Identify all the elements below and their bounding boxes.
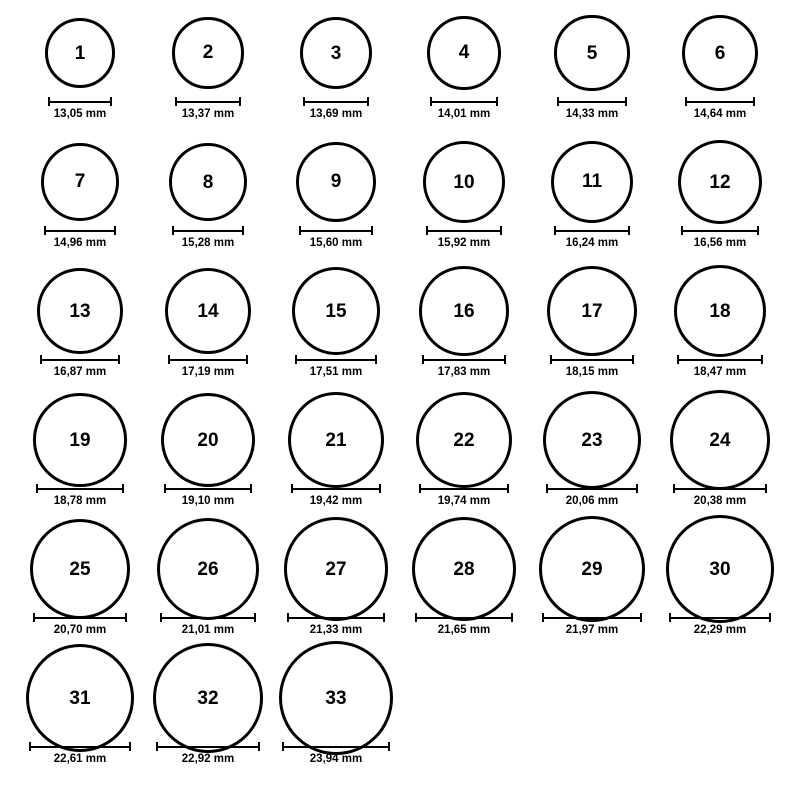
ring-circle-wrapper [539, 526, 645, 612]
ring-size-cell [656, 526, 784, 655]
ring-circle-wrapper [416, 397, 513, 483]
diameter-measure-line [550, 354, 635, 365]
ring-circle-wrapper [682, 10, 758, 96]
diameter-value-label: 17,19 mm [181, 366, 235, 378]
ring-circle-wrapper [165, 268, 252, 354]
ring-size-cell [528, 268, 656, 397]
ring-size-label: 18 [709, 300, 731, 322]
measure-bar [168, 355, 249, 364]
diameter-value-label: 14,64 mm [693, 108, 747, 120]
measure-bar [172, 226, 245, 235]
ring-size-label: 27 [325, 558, 347, 580]
diameter-value-label: 15,60 mm [309, 237, 363, 249]
diameter-measure-line [36, 483, 123, 494]
ring-circle-wrapper [288, 397, 384, 483]
ring-circle [674, 265, 766, 357]
ring-size-cell [272, 397, 400, 526]
diameter-measure-line [44, 225, 116, 236]
ring-size-cell [144, 526, 272, 655]
ring-size-cell [16, 655, 144, 784]
diameter-value-label: 20,70 mm [53, 624, 107, 636]
measure-bar [40, 355, 119, 364]
measure-bar [156, 742, 260, 751]
ring-circle [666, 515, 773, 622]
ring-circle [165, 268, 252, 355]
ring-circle [412, 517, 517, 622]
diameter-measure-line [291, 483, 381, 494]
ring-circle [670, 390, 770, 490]
diameter-measure-line [29, 741, 132, 752]
diameter-measure-line [282, 741, 390, 752]
diameter-measure-line [419, 483, 510, 494]
ring-circle-wrapper [161, 397, 255, 483]
ring-size-cell [144, 139, 272, 268]
ring-size-cell [144, 655, 272, 784]
ring-circle-wrapper [45, 10, 115, 96]
diameter-measure-line [156, 741, 260, 752]
diameter-measure-line [426, 225, 501, 236]
ring-circle [300, 17, 372, 89]
ring-circle [427, 16, 501, 90]
ring-circle-wrapper [547, 268, 638, 354]
measure-bar [677, 355, 763, 364]
ring-circle [33, 393, 126, 486]
ring-circle-wrapper [419, 268, 508, 354]
ring-size-grid [16, 10, 784, 784]
ring-circle [284, 517, 387, 620]
ring-size-label: 23 [581, 429, 603, 451]
diameter-measure-line [172, 225, 245, 236]
ring-circle [37, 268, 122, 353]
diameter-value-label: 21,33 mm [309, 624, 363, 636]
measure-bar [550, 355, 635, 364]
ring-size-label: 15 [325, 300, 347, 322]
diameter-measure-line [303, 96, 369, 107]
diameter-measure-line [422, 354, 505, 365]
ring-size-label: 33 [325, 687, 347, 709]
ring-size-cell [272, 139, 400, 268]
ring-size-cell [400, 397, 528, 526]
ring-circle-wrapper [153, 655, 263, 741]
measure-bar [33, 613, 128, 622]
diameter-measure-line [48, 96, 112, 107]
diameter-value-label: 18,15 mm [565, 366, 619, 378]
measure-bar [282, 742, 390, 751]
ring-size-cell [16, 139, 144, 268]
ring-circle-wrapper [296, 139, 376, 225]
ring-size-cell [528, 397, 656, 526]
ring-circle-wrapper [300, 10, 372, 96]
ring-size-cell [528, 139, 656, 268]
ring-size-label: 14 [197, 300, 219, 322]
ring-circle [416, 392, 513, 489]
ring-size-label: 21 [325, 429, 347, 451]
measure-bar [291, 484, 381, 493]
diameter-measure-line [681, 225, 759, 236]
diameter-value-label: 22,92 mm [181, 753, 235, 765]
ring-circle-wrapper [412, 526, 517, 612]
ring-size-label: 9 [330, 171, 342, 193]
diameter-value-label: 22,29 mm [693, 624, 747, 636]
measure-bar [546, 484, 638, 493]
diameter-value-label: 16,56 mm [693, 237, 747, 249]
ring-size-label: 11 [581, 171, 603, 193]
diameter-measure-line [40, 354, 119, 365]
ring-circle [554, 15, 629, 90]
ring-size-label: 29 [581, 558, 603, 580]
ring-size-label: 22 [453, 429, 475, 451]
diameter-value-label: 19,74 mm [437, 495, 491, 507]
measure-bar [681, 226, 759, 235]
ring-size-label: 2 [202, 42, 214, 64]
diameter-value-label: 19,42 mm [309, 495, 363, 507]
diameter-measure-line [669, 612, 770, 623]
ring-size-label: 19 [69, 429, 91, 451]
ring-size-label: 28 [453, 558, 475, 580]
ring-size-label: 3 [330, 42, 342, 64]
ring-size-label: 26 [197, 558, 219, 580]
diameter-value-label: 16,24 mm [565, 237, 619, 249]
measure-bar [160, 613, 256, 622]
ring-circle-wrapper [169, 139, 248, 225]
diameter-value-label: 18,78 mm [53, 495, 107, 507]
diameter-value-label: 21,97 mm [565, 624, 619, 636]
ring-size-cell [656, 10, 784, 139]
diameter-measure-line [677, 354, 763, 365]
ring-size-cell [400, 526, 528, 655]
ring-size-label: 4 [458, 42, 470, 64]
ring-circle [419, 266, 508, 355]
ring-circle-wrapper [37, 268, 122, 354]
ring-circle-wrapper [157, 526, 259, 612]
measure-bar [29, 742, 132, 751]
ring-size-cell [144, 10, 272, 139]
ring-size-cell [272, 655, 400, 784]
ring-size-cell [528, 10, 656, 139]
ring-circle [547, 266, 638, 357]
ring-circle-wrapper [554, 10, 629, 96]
diameter-measure-line [287, 612, 384, 623]
diameter-measure-line [415, 612, 514, 623]
ring-circle-wrapper [292, 268, 380, 354]
ring-circle [161, 393, 255, 487]
ring-size-cell [16, 526, 144, 655]
diameter-value-label: 17,83 mm [437, 366, 491, 378]
measure-bar [303, 97, 369, 106]
ring-size-cell [528, 526, 656, 655]
ring-circle-wrapper [26, 655, 135, 741]
diameter-value-label: 17,51 mm [309, 366, 363, 378]
measure-bar [415, 613, 514, 622]
ring-circle [26, 644, 135, 753]
ring-size-label: 6 [714, 42, 726, 64]
ring-size-cell [144, 268, 272, 397]
ring-circle-wrapper [41, 139, 119, 225]
ring-circle-wrapper [543, 397, 641, 483]
ring-size-label: 24 [709, 429, 731, 451]
ring-size-cell [16, 268, 144, 397]
diameter-value-label: 14,01 mm [437, 108, 491, 120]
ring-circle [30, 519, 131, 620]
ring-size-label: 12 [709, 171, 731, 193]
ring-circle-wrapper [423, 139, 504, 225]
ring-size-cell [16, 397, 144, 526]
diameter-measure-line [546, 483, 638, 494]
diameter-value-label: 15,92 mm [437, 237, 491, 249]
ring-circle [172, 17, 243, 88]
measure-bar [287, 613, 384, 622]
diameter-measure-line [554, 225, 631, 236]
measure-bar [542, 613, 642, 622]
ring-size-label: 1 [74, 42, 86, 64]
ring-circle [423, 141, 504, 222]
ring-size-cell [144, 397, 272, 526]
ring-size-label: 31 [69, 687, 91, 709]
ring-size-label: 10 [453, 171, 475, 193]
diameter-value-label: 21,01 mm [181, 624, 235, 636]
measure-bar [669, 613, 770, 622]
ring-circle [551, 141, 634, 224]
ring-size-label: 17 [581, 300, 603, 322]
ring-circle [539, 516, 645, 622]
ring-circle-wrapper [678, 139, 762, 225]
ring-size-cell [400, 268, 528, 397]
measure-bar [299, 226, 373, 235]
diameter-measure-line [160, 612, 256, 623]
diameter-value-label: 13,69 mm [309, 108, 363, 120]
diameter-value-label: 23,94 mm [309, 753, 363, 765]
measure-bar [164, 484, 252, 493]
ring-size-cell [272, 526, 400, 655]
ring-circle-wrapper [33, 397, 126, 483]
ring-size-cell [400, 139, 528, 268]
ring-circle-wrapper [666, 526, 773, 612]
diameter-value-label: 22,61 mm [53, 753, 107, 765]
diameter-value-label: 20,06 mm [565, 495, 619, 507]
ring-circle-wrapper [279, 655, 393, 741]
ring-circle [279, 641, 393, 755]
ring-circle [41, 143, 119, 221]
measure-bar [685, 97, 755, 106]
diameter-measure-line [33, 612, 128, 623]
ring-size-cell [272, 10, 400, 139]
measure-bar [295, 355, 377, 364]
ring-circle [288, 392, 384, 488]
diameter-value-label: 14,33 mm [565, 108, 619, 120]
diameter-measure-line [685, 96, 755, 107]
ring-size-label: 30 [709, 558, 731, 580]
diameter-measure-line [164, 483, 252, 494]
diameter-value-label: 18,47 mm [693, 366, 747, 378]
measure-bar [44, 226, 116, 235]
ring-size-label: 25 [69, 558, 91, 580]
diameter-measure-line [542, 612, 642, 623]
measure-bar [419, 484, 510, 493]
ring-size-label: 13 [69, 300, 91, 322]
ring-size-label: 8 [202, 171, 214, 193]
ring-circle [678, 140, 762, 224]
ring-circle [682, 15, 758, 91]
ring-circle-wrapper [674, 268, 766, 354]
diameter-measure-line [168, 354, 249, 365]
diameter-value-label: 20,38 mm [693, 495, 747, 507]
ring-size-cell [272, 268, 400, 397]
ring-circle-wrapper [670, 397, 770, 483]
measure-bar [422, 355, 505, 364]
ring-size-label: 7 [74, 171, 86, 193]
diameter-value-label: 19,10 mm [181, 495, 235, 507]
ring-size-cell [400, 10, 528, 139]
measure-bar [426, 226, 501, 235]
ring-size-cell [16, 10, 144, 139]
diameter-measure-line [557, 96, 626, 107]
ring-circle-wrapper [551, 139, 634, 225]
ring-circle [543, 391, 641, 489]
ring-size-label: 20 [197, 429, 219, 451]
ring-circle-wrapper [427, 10, 501, 96]
measure-bar [557, 97, 626, 106]
diameter-value-label: 13,37 mm [181, 108, 235, 120]
measure-bar [673, 484, 767, 493]
ring-circle [157, 518, 259, 620]
measure-bar [175, 97, 240, 106]
ring-circle-wrapper [284, 526, 387, 612]
measure-bar [430, 97, 498, 106]
measure-bar [48, 97, 112, 106]
ring-circle [296, 142, 376, 222]
ring-circle [153, 643, 263, 753]
ring-circle-wrapper [172, 10, 243, 96]
diameter-value-label: 16,87 mm [53, 366, 107, 378]
diameter-value-label: 13,05 mm [53, 108, 107, 120]
diameter-measure-line [430, 96, 498, 107]
ring-size-label: 5 [586, 42, 598, 64]
ring-circle [45, 18, 115, 88]
ring-circle [292, 267, 380, 355]
ring-circle-wrapper [30, 526, 131, 612]
ring-size-cell [656, 139, 784, 268]
measure-bar [36, 484, 123, 493]
diameter-value-label: 21,65 mm [437, 624, 491, 636]
measure-bar [554, 226, 631, 235]
diameter-measure-line [673, 483, 767, 494]
ring-size-label: 16 [453, 300, 475, 322]
diameter-measure-line [299, 225, 373, 236]
ring-size-cell [656, 397, 784, 526]
diameter-value-label: 14,96 mm [53, 237, 107, 249]
diameter-value-label: 15,28 mm [181, 237, 235, 249]
ring-size-cell [656, 268, 784, 397]
ring-size-label: 32 [197, 687, 219, 709]
diameter-measure-line [175, 96, 240, 107]
diameter-measure-line [295, 354, 377, 365]
ring-circle [169, 143, 248, 222]
